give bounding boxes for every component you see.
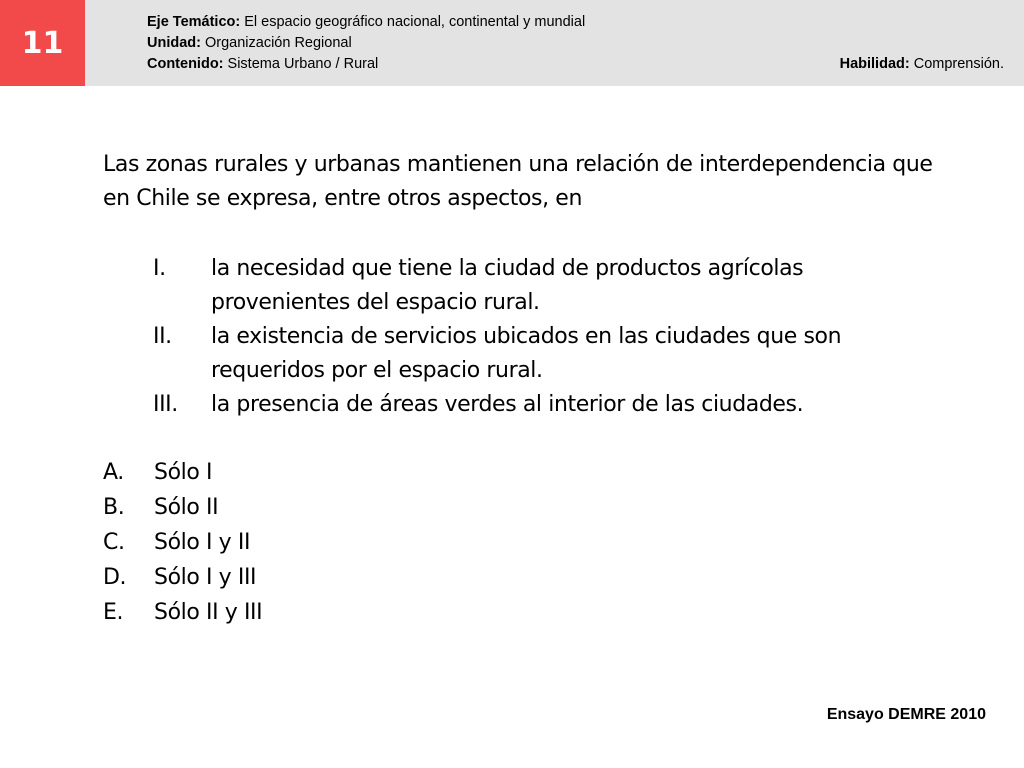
- answer-options: [103, 455, 262, 630]
- eje-tematico-line: [147, 13, 585, 31]
- question-number-badge: 11: [0, 0, 85, 86]
- habilidad-line: [840, 55, 1004, 73]
- answer-option-a[interactable]: [103, 455, 262, 490]
- answer-option-e[interactable]: [103, 595, 262, 630]
- habilidad-value: Comprensión.: [909, 56, 1004, 72]
- unidad-label: Unidad:: [147, 35, 201, 51]
- contenido-line: [147, 55, 378, 73]
- statement-text: la existencia de servicios ubicados en las ciudades que son requeridos por el espacio rural.: [211, 324, 842, 383]
- statement-list: [153, 252, 973, 422]
- answer-option-b[interactable]: [103, 490, 262, 525]
- statement-numeral: II.: [153, 324, 172, 349]
- option-text: Sólo II: [154, 495, 219, 520]
- contenido-value: Sistema Urbano / Rural: [223, 56, 379, 72]
- statement-item: [153, 388, 973, 422]
- eje-tematico-value: El espacio geográfico nacional, continental y mundial: [240, 14, 586, 30]
- answer-option-c[interactable]: [103, 525, 262, 560]
- answer-option-d[interactable]: [103, 560, 262, 595]
- habilidad-label: Habilidad:: [839, 56, 910, 72]
- option-text: Sólo I y II: [154, 530, 251, 555]
- statement-item: [153, 320, 973, 388]
- source-label: Ensayo DEMRE 2010: [826, 706, 986, 723]
- option-text: Sólo II y III: [154, 600, 263, 625]
- option-letter: D.: [103, 565, 127, 590]
- option-letter: E.: [103, 600, 124, 625]
- option-letter: A.: [103, 460, 124, 485]
- contenido-label: Contenido:: [147, 56, 224, 72]
- option-text: Sólo I y III: [154, 565, 257, 590]
- statement-numeral: I.: [153, 256, 166, 281]
- unidad-value: Organización Regional: [200, 35, 352, 51]
- option-text: Sólo I: [154, 460, 213, 485]
- eje-tematico-label: Eje Temático:: [147, 14, 241, 30]
- statement-text: la necesidad que tiene la ciudad de productos agrícolas provenientes del espacio rural.: [211, 256, 804, 315]
- header-bar: [0, 0, 1024, 86]
- question-stem: Las zonas rurales y urbanas mantienen una relación de interdependencia que en Chile se expresa, entre otros aspectos, en: [103, 152, 933, 211]
- option-letter: C.: [103, 530, 125, 555]
- statement-numeral: III.: [153, 392, 178, 417]
- option-letter: B.: [103, 495, 125, 520]
- statement-text: la presencia de áreas verdes al interior de las ciudades.: [211, 392, 804, 417]
- statement-item: [153, 252, 973, 320]
- unidad-line: [147, 34, 352, 52]
